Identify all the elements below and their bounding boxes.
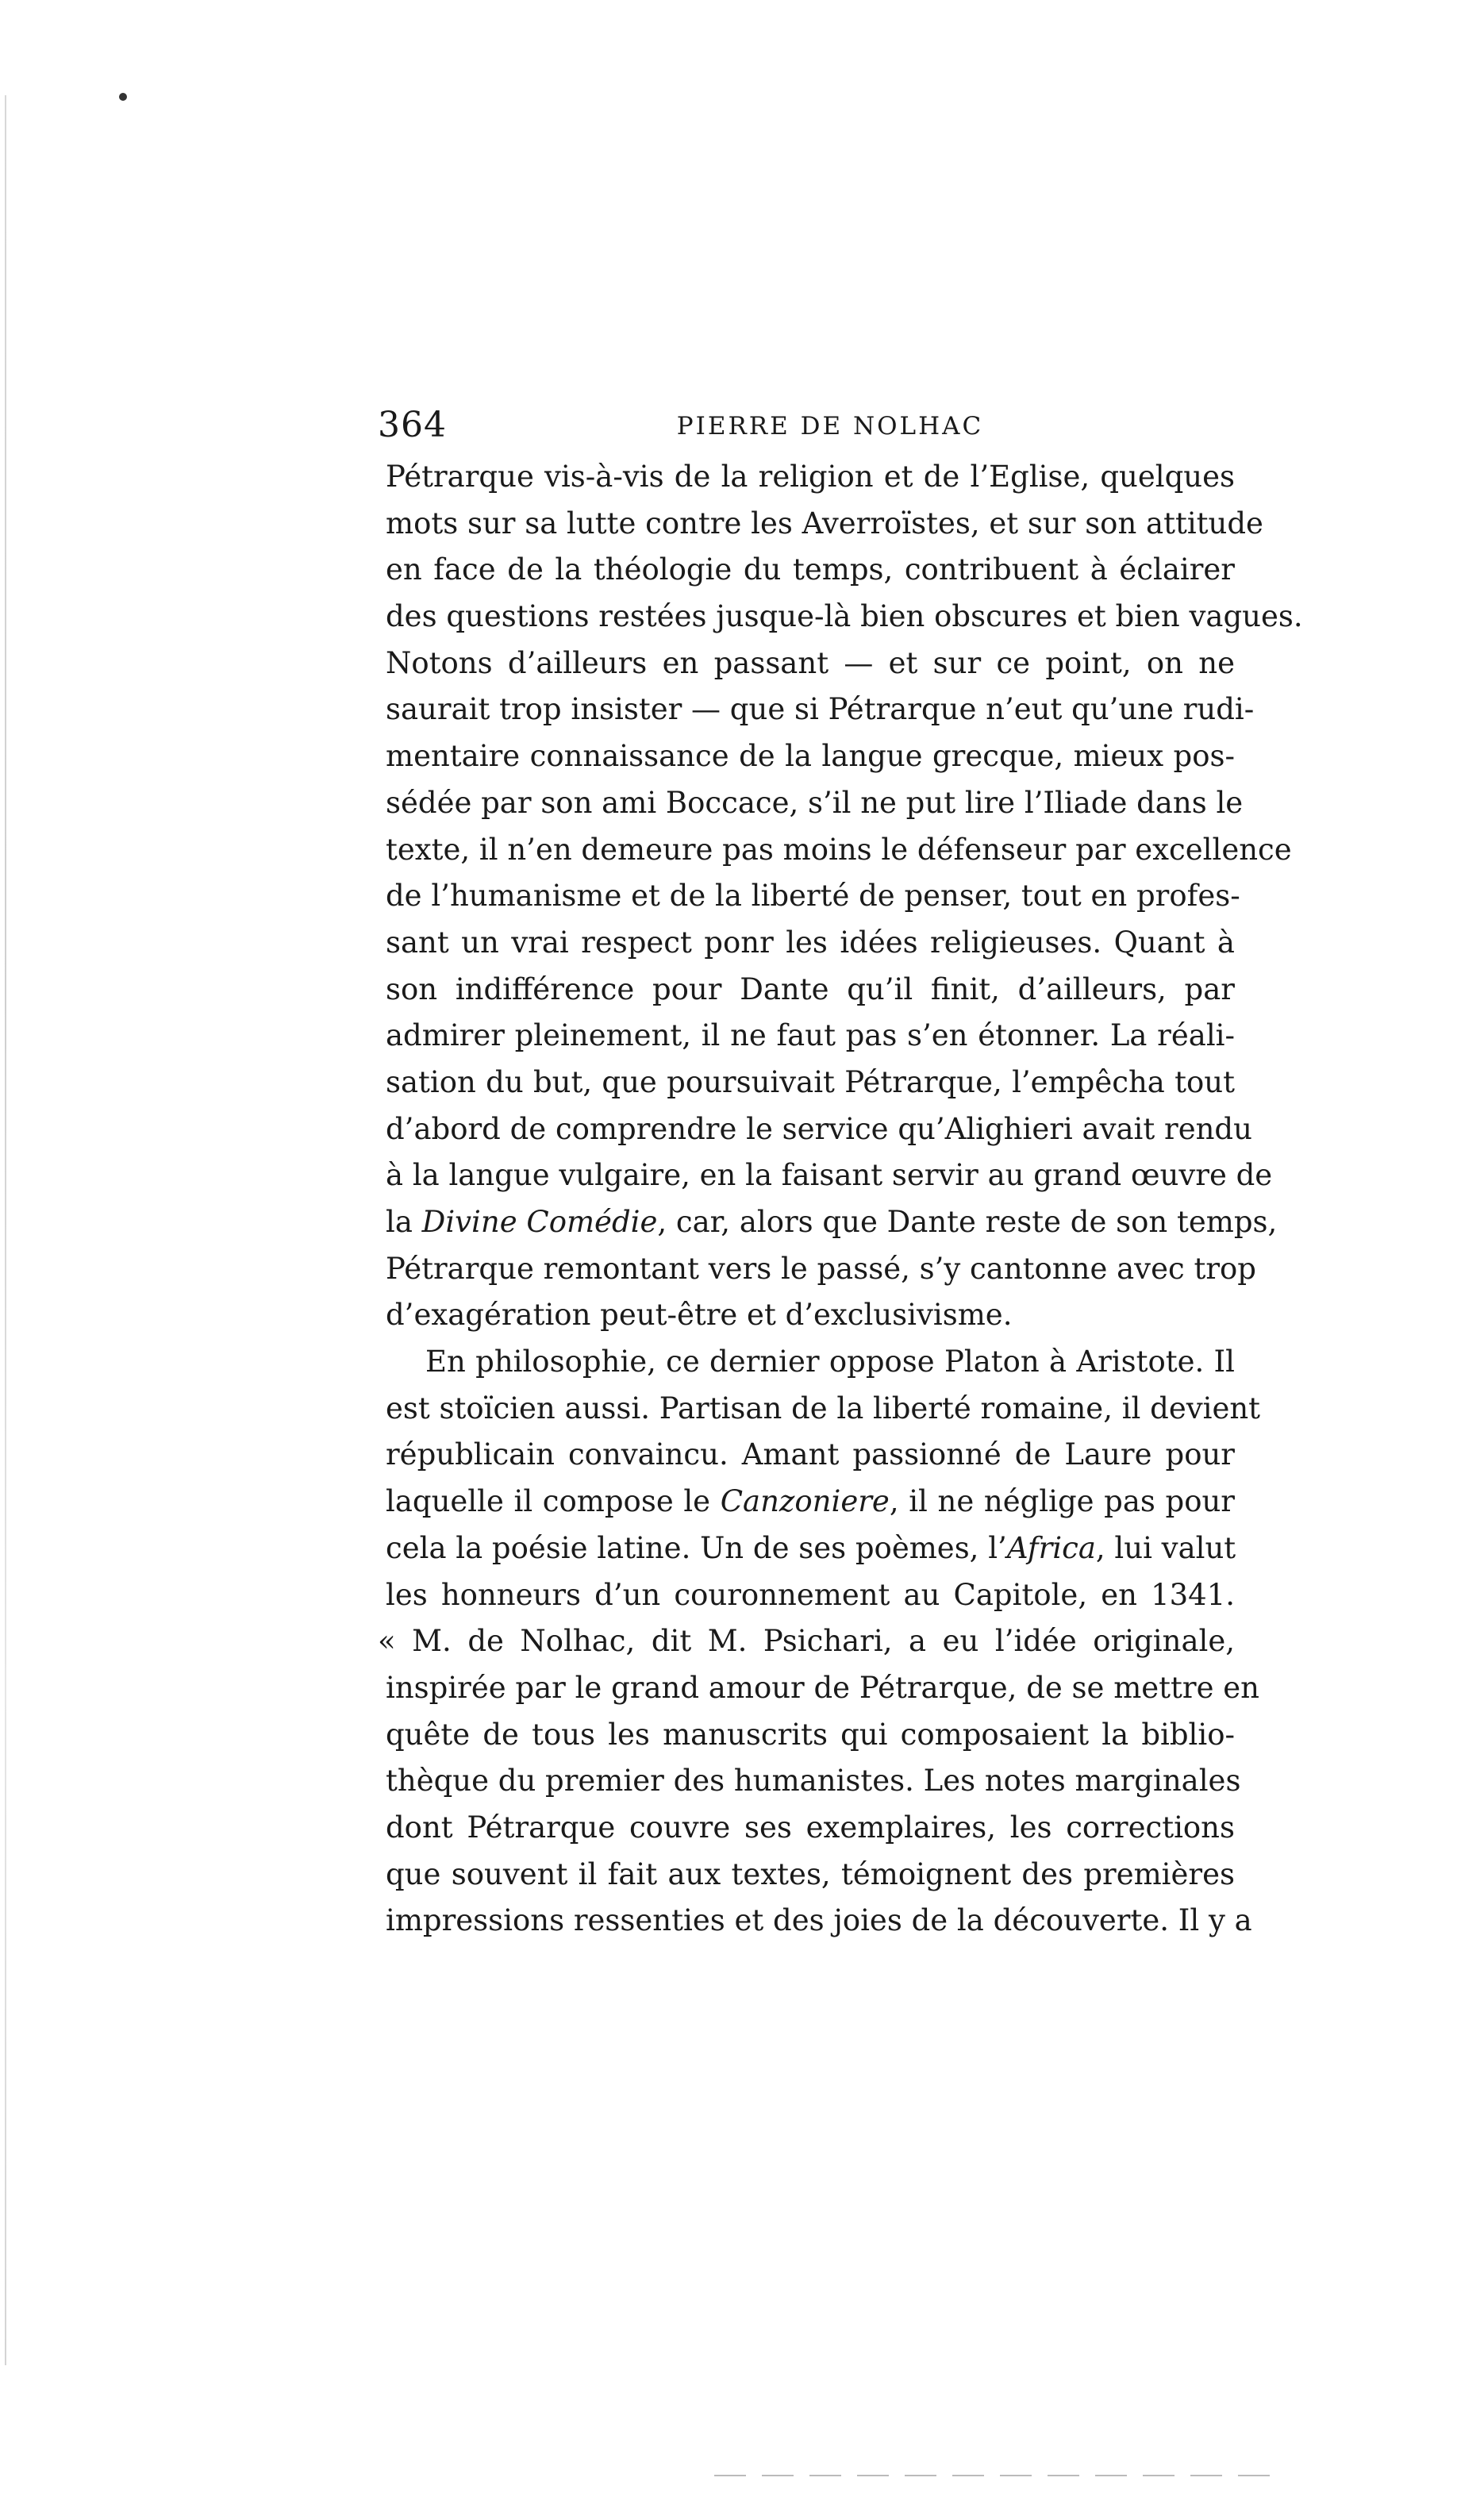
text-line: que souvent il fait aux textes, témoignent des premières bbox=[386, 1856, 1235, 1891]
text-line: son indifférence pour Dante qu’il finit, d’ailleurs, par bbox=[386, 971, 1235, 1006]
text-line: sant un vrai respect ponr les idées religieuses. Quant à bbox=[386, 925, 1235, 960]
scan-edge bbox=[5, 95, 6, 2365]
africa-pre: cela la poésie latine. Un de ses poèmes, l’ bbox=[386, 1530, 1007, 1565]
africa-post: , lui valut bbox=[1095, 1530, 1236, 1565]
text-line: thèque du premier des humanistes. Les notes marginales bbox=[386, 1764, 1241, 1799]
text-line: dont Pétrarque couvre ses exemplaires, les corrections bbox=[386, 1810, 1235, 1845]
text-line-divine bbox=[386, 1199, 1278, 1246]
text-line: Pétrarque vis-à-vis de la religion et de l’Eglise, quelques bbox=[386, 460, 1235, 494]
text-line: à la langue vulgaire, en la faisant servir au grand œuvre de bbox=[386, 1158, 1273, 1193]
text-line: de l’humanisme et de la liberté de penser, tout en profes- bbox=[386, 879, 1240, 914]
divine-title: Divine Comédie bbox=[421, 1205, 658, 1239]
text-line: sation du but, que poursuivait Pétrarque, l’empêcha tout bbox=[386, 1064, 1235, 1099]
text-line: sédée par son ami Boccace, s’il ne put lire l’Iliade dans le bbox=[386, 785, 1244, 820]
text-line: Notons d’ailleurs en passant — et sur ce point, on ne bbox=[386, 645, 1235, 680]
paragraph-start: En philosophie, ce dernier oppose Platon à Aristote. Il bbox=[425, 1345, 1235, 1379]
page-number: 364 bbox=[378, 405, 447, 445]
divine-post: , car, alors que Dante reste de son temps, bbox=[657, 1205, 1278, 1239]
text-line: Pétrarque remontant vers le passé, s’y cantonne avec trop bbox=[386, 1251, 1256, 1286]
canzoniere-title: Canzoniere bbox=[720, 1484, 890, 1519]
text-line: saurait trop insister — que si Pétrarque n’eut qu’une rudi- bbox=[386, 692, 1255, 727]
africa-title: Africa bbox=[1006, 1530, 1096, 1565]
text-line: est stoïcien aussi. Partisan de la liberté romaine, il devient bbox=[386, 1391, 1261, 1425]
canzoniere-post: , il ne néglige pas pour bbox=[889, 1484, 1235, 1519]
running-title: PIERRE DE NOLHAC bbox=[676, 412, 984, 441]
divine-pre: la bbox=[386, 1205, 422, 1239]
page-bottom-edge bbox=[714, 2475, 1270, 2476]
text-line: d’abord de comprendre le service qu’Alighieri avait rendu bbox=[386, 1111, 1252, 1146]
text-line: mentaire connaissance de la langue grecque, mieux pos- bbox=[386, 739, 1235, 774]
text-line: des questions restées jusque-là bien obscures et bien vagues. bbox=[386, 599, 1303, 634]
text-line: républicain convaincu. Amant passionné de Laure pour bbox=[386, 1437, 1235, 1472]
text-line: texte, il n’en demeure pas moins le défenseur par excellence bbox=[386, 832, 1292, 867]
text-line: inspirée par le grand amour de Pétrarque, de se mettre en bbox=[386, 1670, 1259, 1705]
text-line: les honneurs d’un couronnement au Capitole, en 1341. bbox=[386, 1577, 1235, 1612]
text-line: en face de la théologie du temps, contribuent à éclairer bbox=[386, 552, 1235, 587]
text-line: mots sur sa lutte contre les Averroïstes, et sur son attitude bbox=[386, 506, 1263, 541]
text-line: d’exagération peut-être et d’exclusivisme. bbox=[386, 1298, 1013, 1333]
quote-start: « M. de Nolhac, dit M. Psichari, a eu l’idée originale, bbox=[378, 1624, 1235, 1659]
text-line-canzoniere bbox=[386, 1479, 1235, 1525]
canzoniere-pre: laquelle il compose le bbox=[386, 1484, 721, 1519]
text-line-africa bbox=[386, 1525, 1235, 1572]
text-line: quête de tous les manuscrits qui composaient la biblio- bbox=[386, 1717, 1235, 1752]
text-line: admirer pleinement, il ne faut pas s’en étonner. La réali- bbox=[386, 1018, 1235, 1053]
text-line: impressions ressenties et des joies de la découverte. Il y a bbox=[386, 1903, 1252, 1938]
ink-speck bbox=[119, 93, 127, 101]
body-text bbox=[378, 454, 1303, 1945]
running-head bbox=[378, 402, 1235, 449]
